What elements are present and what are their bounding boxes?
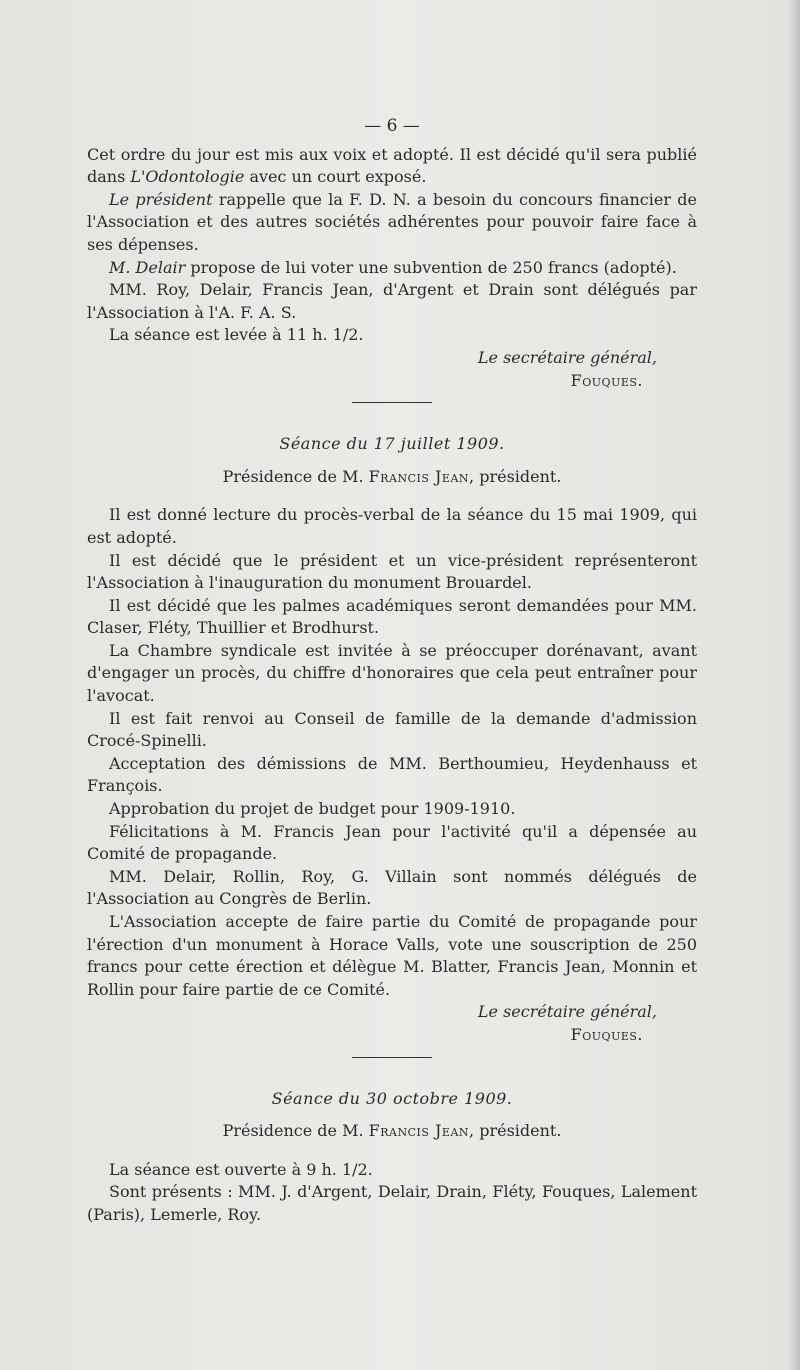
text: avec un court exposé. (249, 167, 427, 187)
paragraph: Sont présents : MM. J. d'Argent, Delair, Drain, Fléty, Fouques, Lalement (Paris), Lemerle, Roy. (87, 1182, 697, 1224)
signature-name: Fouques. (570, 1024, 643, 1044)
paragraph: Félicitations à M. Francis Jean pour l'activité qu'il a dépensée au Comité de propagande. (87, 821, 697, 864)
paragraph: MM. Delair, Rollin, Roy, G. Villain sont nommés délégués de l'Association au Congrès de Berlin. (87, 866, 697, 909)
paragraph: Il est décidé que les palmes académiques seront demandées pour MM. Claser, Fléty, Thuillier et Brodhurst. (87, 595, 697, 638)
section-divider (352, 402, 432, 403)
paragraph (87, 257, 697, 280)
page-edge-shadow (788, 0, 800, 1370)
text: Présidence de M. (222, 466, 364, 486)
text: propose de lui voter une subvention de 250 francs (adopté). (190, 257, 677, 277)
text: Présidence de M. (222, 1121, 364, 1141)
section-heading: Séance du 30 octobre 1909. (271, 1088, 513, 1108)
paragraph: Il est fait renvoi au Conseil de famille de la demande d'admission Crocé-Spinelli. (87, 708, 697, 751)
journal-title: L'Odontologie (130, 167, 245, 187)
text: , président. (469, 1121, 562, 1141)
paragraph: L'Association accepte de faire partie du Comité de propagande pour l'érection d'un monument à Horace Valls, vote une souscription de 250 francs pour cette érection et délègue M. Blatter, Francis Jean, Monnin et Rollin pour faire partie de ce Comité. (87, 912, 697, 999)
paragraph: Il est donné lecture du procès-verbal de la séance du 15 mai 1909, qui est adopté. (87, 505, 697, 547)
text: rappelle que la F. D. N. a besoin du concours financier de l'Association et des autres sociétés adhérentes pour pouvoir faire face à ses dépenses. (87, 189, 698, 254)
paragraph: La séance est ouverte à 9 h. 1/2. (109, 1159, 373, 1179)
presidence-line (87, 466, 697, 489)
paragraph: MM. Roy, Delair, Francis Jean, d'Argent et Drain sont délégués par l'Association à l'A. F. A. S. (87, 280, 697, 322)
paragraph: La Chambre syndicale est invitée à se préoccuper dorénavant, avant d'engager un procès, du chiffre d'honoraires que cela peut entraîner pour l'avocat. (87, 640, 697, 706)
speaker: M. Delair (109, 257, 186, 277)
president-name: Francis Jean (368, 1121, 470, 1141)
president-name: Francis Jean (368, 466, 470, 486)
signature-title: Le secrétaire général, (477, 347, 657, 367)
page-content (87, 115, 697, 1227)
paragraph (87, 189, 697, 257)
paragraph: La séance est levée à 11 h. 1/2. (109, 325, 364, 345)
signature-title: Le secrétaire général, (477, 1002, 657, 1022)
paragraph: Acceptation des démissions de MM. Berthoumieu, Heydenhauss et François. (87, 753, 697, 796)
presidence-line (87, 1120, 697, 1143)
text: Cet ordre du jour est mis aux voix et adopté. Il est décidé qu'il sera publié dans (87, 144, 697, 187)
paragraph: Il est décidé que le président et un vice-président représenteront l'Association à l'inauguration du monument Brouardel. (87, 550, 697, 593)
page-number: — 6 — (364, 116, 420, 136)
signature-name: Fouques. (570, 370, 643, 390)
paragraph (87, 144, 697, 189)
text: , président. (469, 466, 562, 486)
speaker: Le président (109, 189, 213, 209)
section-heading: Séance du 17 juillet 1909. (279, 434, 505, 454)
paragraph: Approbation du projet de budget pour 1909-1910. (109, 799, 516, 819)
section-divider (352, 1057, 432, 1058)
